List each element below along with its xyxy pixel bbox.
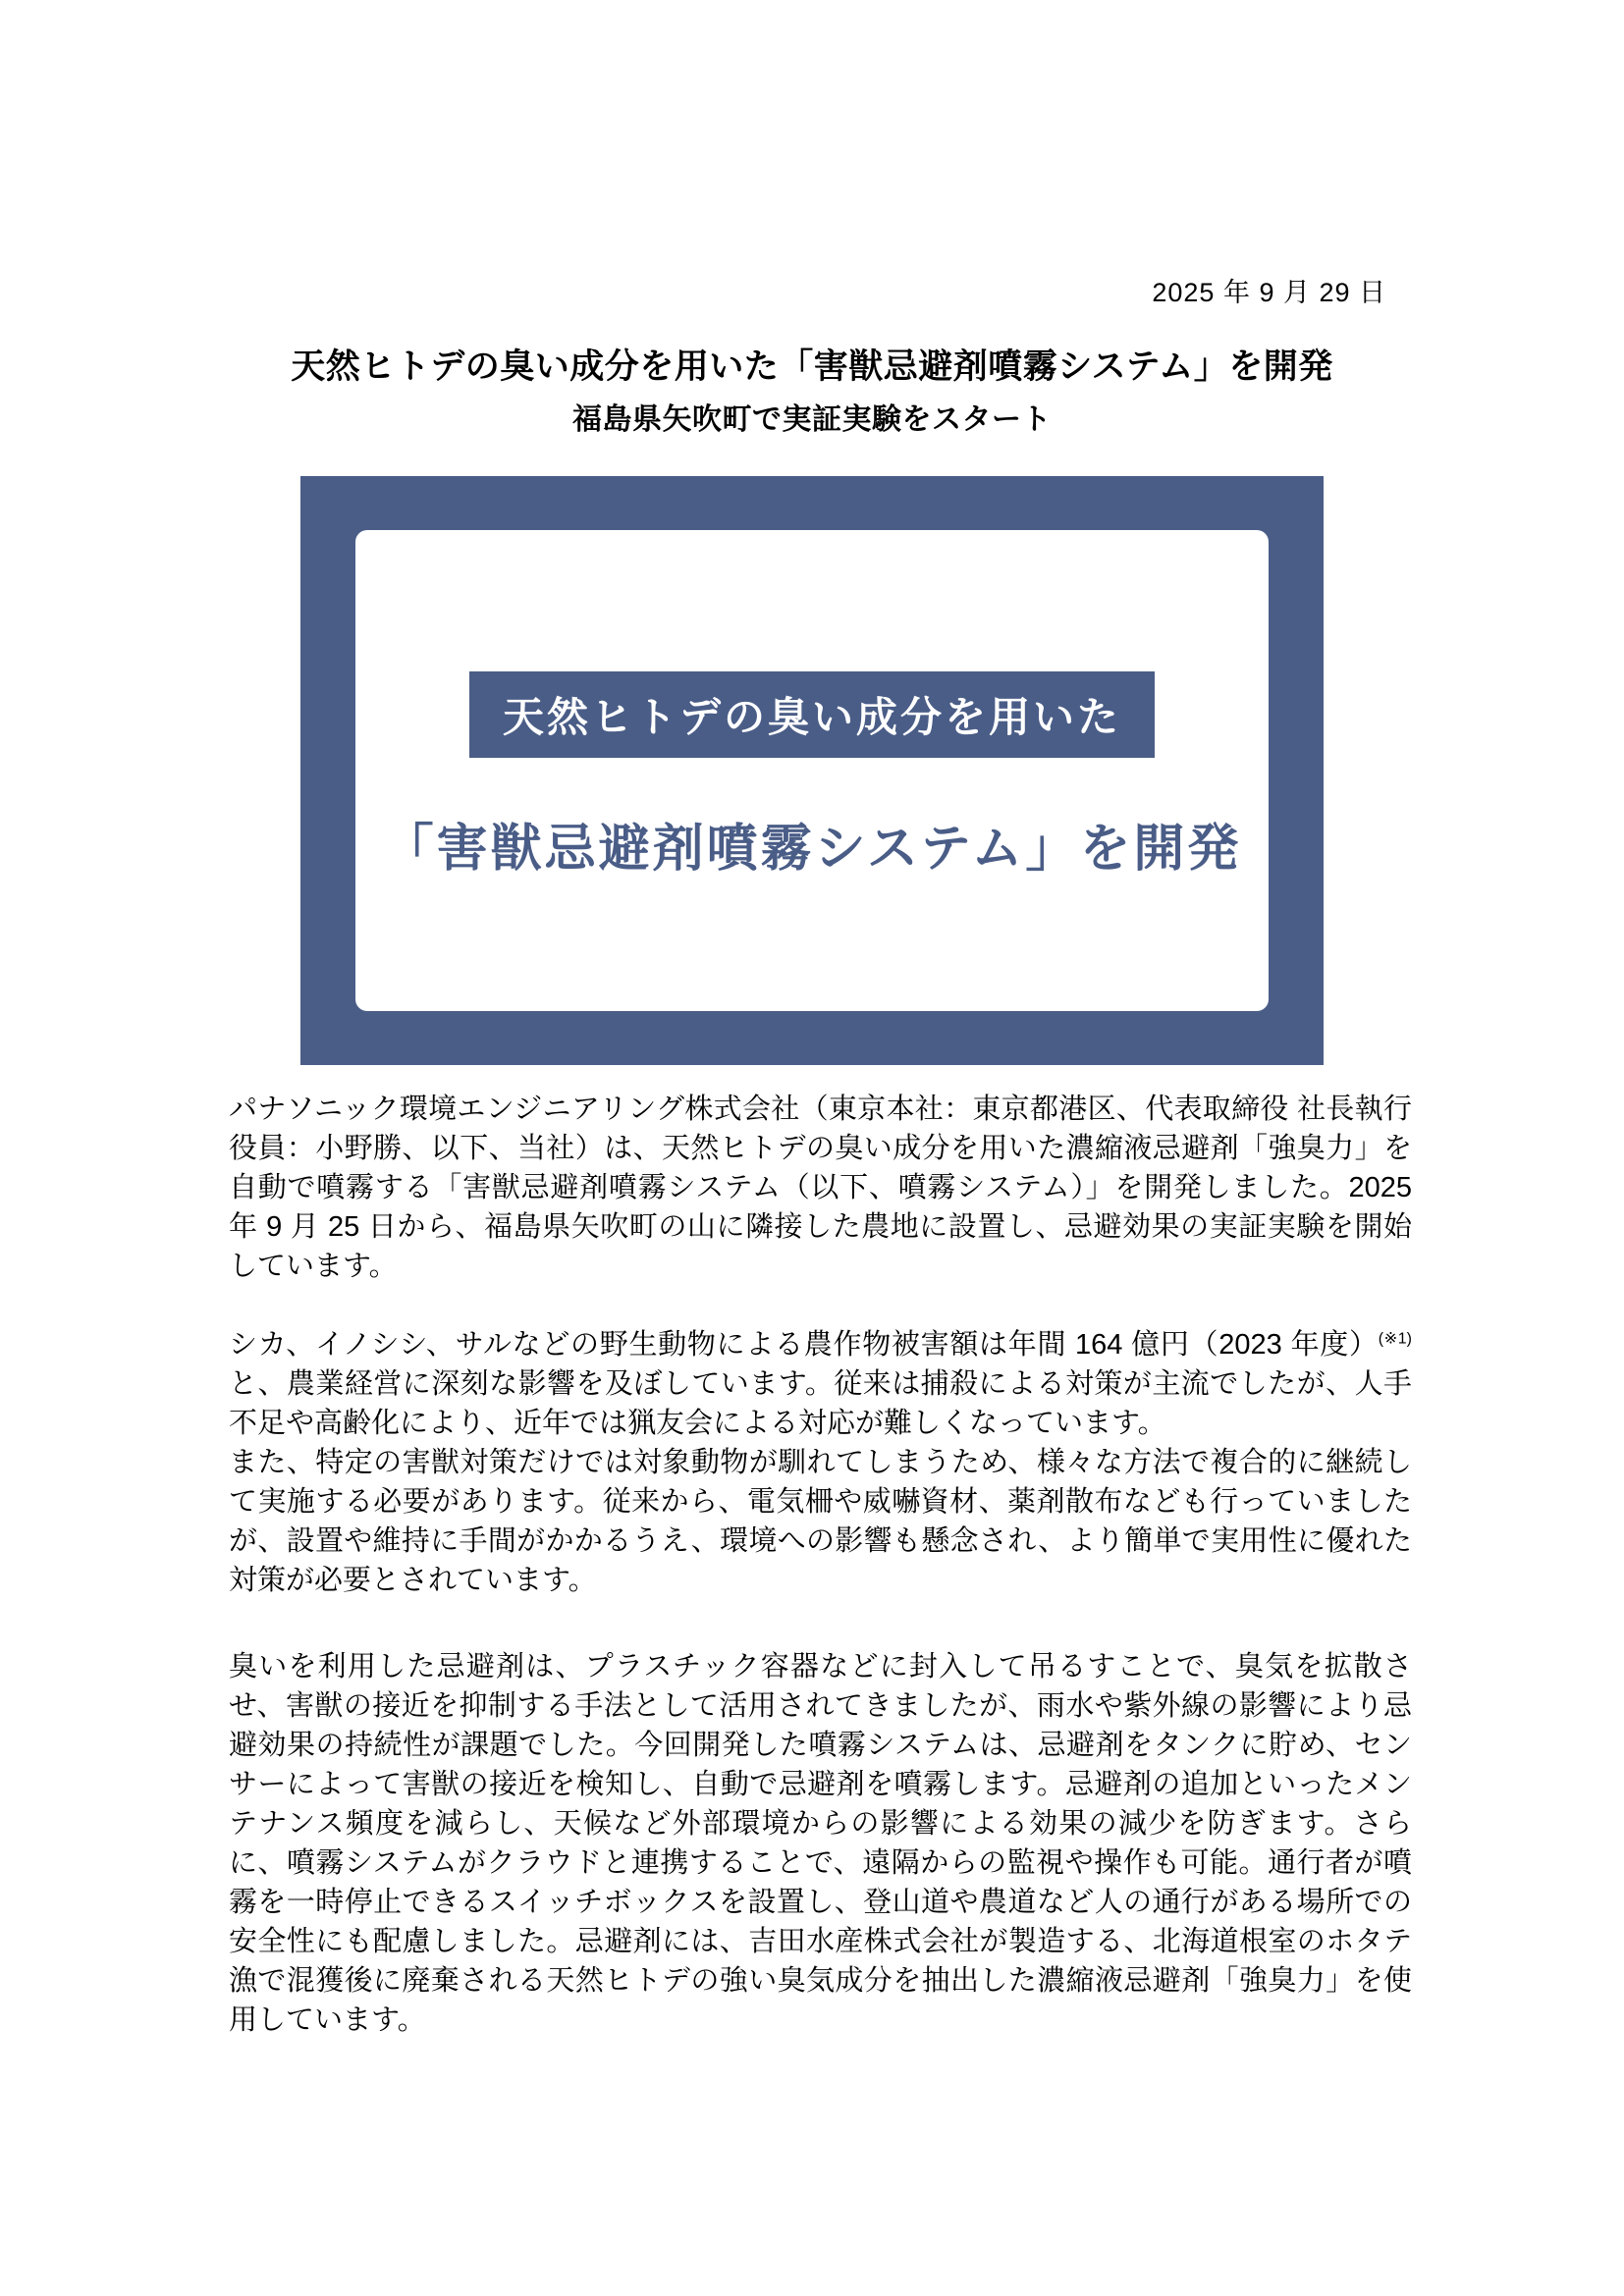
page-subtitle: 福島県矢吹町で実証実験をスタート — [572, 403, 1052, 436]
paragraph-background — [229, 1325, 1412, 1600]
hero-banner-panel — [355, 530, 1269, 1011]
paragraph-company-intro: パナソニック環境エンジニアリング株式会社（東京本社：東京都港区、代表取締役 社長執行役員：小野勝、以下、当社）は、天然ヒトデの臭い成分を用いた濃縮液忌避剤「強臭力」を自動で噴霧する「害獣忌避剤噴霧システム（以下、噴霧システム）」を開発しました。2025 年 9 月 25 日から、福島県矢吹町の山に隣接した農地に設置し、忌避効果の実証実験を開始しています。 — [229, 1094, 1412, 1282]
damage-figures-text-continued: と、農業経営に深刻な影響を及ぼしています。従来は捕殺による対策が主流でしたが、人手不足や高齢化により、近年では猟友会による対応が難しくなっています。 — [229, 1368, 1412, 1439]
paragraph-countermeasures: また、特定の害獣対策だけでは対象動物が馴れてしまうため、様々な方法で複合的に継続して実施する必要があります。従来から、電気柵や威嚇資材、薬剤散布なども行っていましたが、設置や維持に手間がかかるうえ、環境への影響も懸念され、より簡単で実用性に優れた対策が必要とされています。 — [229, 1447, 1412, 1596]
damage-figures-text: シカ、イノシシ、サルなどの野生動物による農作物被害額は年間 164 億円（2023 年度） — [229, 1329, 1379, 1361]
footnote-reference: (※1) — [1378, 1330, 1412, 1348]
hero-banner — [300, 476, 1324, 1065]
page-title: 天然ヒトデの臭い成分を用いた「害獣忌避剤噴霧システム」を開発 — [291, 347, 1333, 386]
hero-banner-headline: 「害獣忌避剤噴霧システム」を開発 — [382, 821, 1242, 878]
hero-banner-tagline: 天然ヒトデの臭い成分を用いた — [469, 671, 1155, 758]
paragraph-system-details: 臭いを利用した忌避剤は、プラスチック容器などに封入して吊るすことで、臭気を拡散させ、害獣の接近を抑制する手法として活用されてきましたが、雨水や紫外線の影響により忌避効果の持続性が課題でした。今回開発した噴霧システムは、忌避剤をタンクに貯め、センサーによって害獣の接近を検知し、自動で忌避剤を噴霧します。忌避剤の追加といったメンテナンス頻度を減らし、天候など外部環境からの影響による効果の減少を防ぎます。さらに、噴霧システムがクラウドと連携することで、遠隔からの監視や操作も可能。通行者が噴霧を一時停止できるスイッチボックスを設置し、登山道や農道など人の通行がある場所での安全性にも配慮しました。忌避剤には、吉田水産株式会社が製造する、北海道根室のホタテ漁で混獲後に廃棄される天然ヒトデの強い臭気成分を抽出した濃縮液忌避剤「強臭力」を使用しています。 — [229, 1651, 1412, 2036]
paragraph-damage-figures — [229, 1325, 1412, 1443]
release-date: 2025 年 9 月 29 日 — [1152, 278, 1386, 307]
